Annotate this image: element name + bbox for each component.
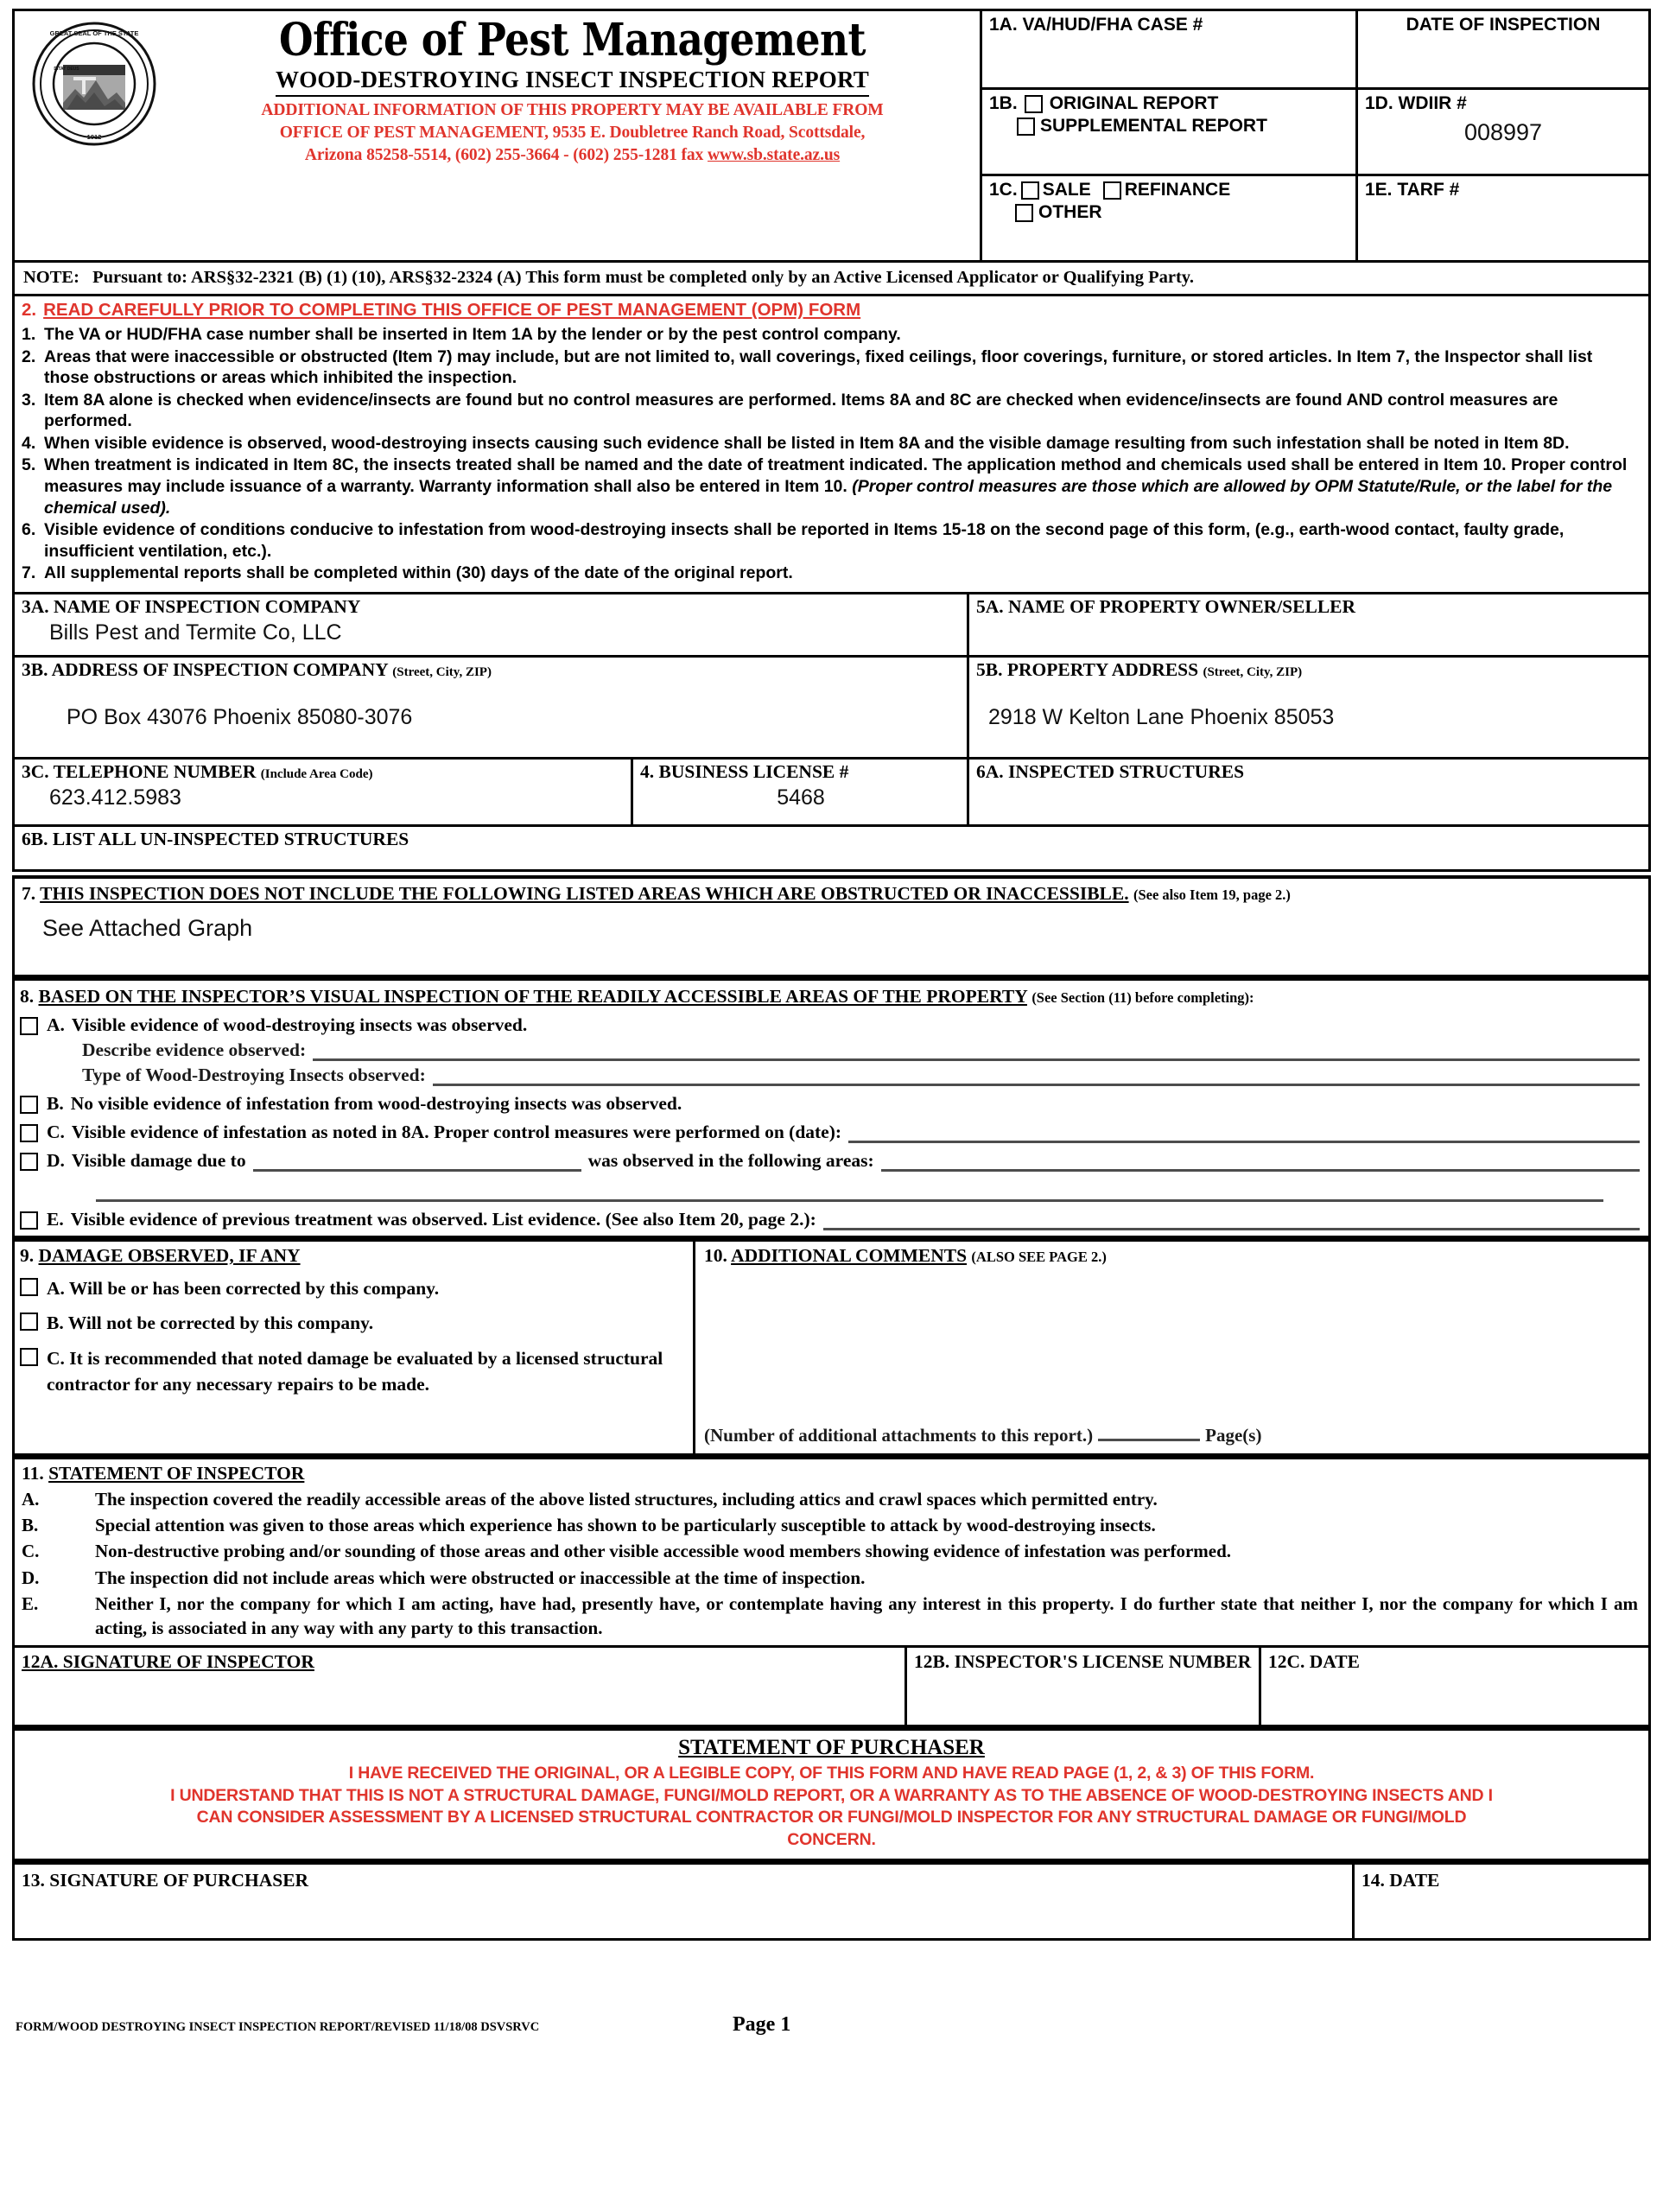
purchaser-signature-value	[22, 1891, 1345, 1894]
section-9-option-a	[20, 1275, 686, 1302]
option-9a-body	[47, 1275, 439, 1302]
property-address-value: 2918 W Kelton Lane Phoenix 85053	[988, 704, 1335, 729]
option-8b-text: No visible evidence of infestation from wood-destroying insects was observed.	[70, 1092, 682, 1114]
option-8a-body	[47, 1014, 1640, 1036]
inspection-company-address-label	[22, 659, 962, 681]
uninspected-structures-field[interactable]	[15, 827, 1648, 869]
refinance-checkbox[interactable]	[1103, 181, 1121, 200]
header-branding	[15, 11, 980, 260]
statement-letter: E.	[22, 1593, 39, 1615]
inspector-license-field[interactable]	[904, 1648, 1259, 1725]
instructions-list	[22, 324, 1638, 584]
section-11	[12, 1456, 1651, 1648]
inspector-signature-label-text: 12A. SIGNATURE OF INSPECTOR	[22, 1650, 314, 1672]
describe-evidence-row	[82, 1039, 1640, 1061]
section-10-title-text: ADDITIONAL COMMENTS	[731, 1244, 968, 1266]
option-9a-letter: A.	[47, 1277, 65, 1299]
instruction-text: All supplemental reports shall be completed within (30) days of the date of the original report.	[44, 563, 793, 583]
case-number-field[interactable]	[982, 11, 1355, 87]
instruction-number: 6.	[22, 520, 36, 540]
inspector-signature-value	[22, 1673, 898, 1675]
statement-item	[22, 1487, 1638, 1511]
purchaser-statement-body	[32, 1763, 1631, 1852]
telephone-label	[22, 761, 625, 783]
business-license-label: 4. BUSINESS LICENSE #	[640, 760, 849, 782]
note-label: NOTE:	[23, 268, 79, 287]
inspection-company-address-label-small: (Street, City, ZIP)	[392, 664, 492, 679]
section-7-value[interactable]: See Attached Graph	[42, 914, 253, 941]
option-8c-date-input[interactable]	[848, 1122, 1640, 1143]
inspected-structures-field[interactable]	[967, 760, 1648, 824]
property-owner-value	[976, 618, 1643, 620]
tarf-field[interactable]	[1355, 176, 1648, 260]
availability-line-3	[168, 144, 976, 167]
header-row-1c	[982, 174, 1648, 260]
header-case-fields	[980, 11, 1648, 260]
arizona-state-seal-icon	[25, 20, 163, 148]
option-8e-body	[47, 1209, 1640, 1230]
svg-text:GREAT SEAL OF THE STATE: GREAT SEAL OF THE STATE	[49, 29, 139, 37]
purchaser-signature-field[interactable]	[15, 1865, 1352, 1938]
svg-text:1912: 1912	[86, 133, 102, 141]
describe-evidence-input[interactable]	[313, 1040, 1640, 1061]
option-8d-areas-input-line2[interactable]	[96, 1180, 1603, 1202]
instruction-text	[44, 454, 1638, 518]
report-type-label: 1B.	[989, 93, 1018, 113]
section-9-option-c	[20, 1345, 686, 1398]
telephone-field[interactable]	[15, 760, 631, 824]
instruction-number: 2.	[22, 346, 36, 366]
instruction-item	[22, 454, 1638, 518]
option-8d-letter: D.	[47, 1149, 65, 1171]
insect-type-row	[82, 1065, 1640, 1086]
purchaser-date-field[interactable]	[1352, 1865, 1648, 1938]
option-9c-letter: C.	[47, 1347, 65, 1369]
refinance-label: REFINANCE	[1124, 180, 1231, 200]
insect-type-label: Type of Wood-Destroying Insects observed:	[82, 1064, 426, 1085]
section-9-number: 9.	[20, 1244, 35, 1266]
property-owner-label: 5A. NAME OF PROPERTY OWNER/SELLER	[976, 595, 1356, 617]
tarf-label: 1E. TARF #	[1365, 180, 1460, 200]
section-8-option-c	[20, 1122, 1640, 1143]
inspector-signature-field[interactable]	[15, 1648, 904, 1725]
inspection-company-address-field[interactable]	[15, 658, 967, 757]
note-text: Pursuant to: ARS§32-2321 (B) (1) (10), ARS§32-2324 (A) This form must be completed only by an Active Licensed Applicator or Qualifying Party.	[92, 268, 1195, 287]
wdiir-label: 1D. WDIIR #	[1365, 93, 1467, 113]
statement-letter: B.	[22, 1515, 39, 1536]
instruction-item	[22, 324, 1638, 346]
option-8c-letter: C.	[47, 1121, 65, 1142]
option-9b-checkbox[interactable]	[20, 1313, 38, 1331]
supplemental-report-checkbox[interactable]	[1017, 118, 1035, 136]
section-9-title	[20, 1245, 686, 1267]
statement-text: The inspection covered the readily accessible areas of the above listed structures, including attics and crawl spaces which permitted entry.	[95, 1488, 1158, 1510]
telephone-value: 623.412.5983	[49, 785, 181, 810]
sections-9-and-10	[12, 1238, 1651, 1456]
option-8e-letter: E.	[47, 1208, 64, 1230]
section-12	[12, 1648, 1651, 1727]
option-9c-text: It is recommended that noted damage be evaluated by a licensed structural contractor for any necessary repairs to be made.	[47, 1347, 663, 1395]
option-8b-checkbox[interactable]	[20, 1096, 38, 1114]
instructions-block	[12, 296, 1651, 594]
other-label: OTHER	[1038, 202, 1102, 222]
inspection-date-label: DATE OF INSPECTION	[1406, 15, 1601, 35]
section-11-title-text: STATEMENT OF INSPECTOR	[48, 1462, 305, 1484]
inspector-signature-label	[22, 1651, 898, 1673]
report-type-field	[982, 90, 1355, 174]
section-8-note: (See Section (11) before completing):	[1031, 988, 1254, 1006]
instruction-text: Areas that were inaccessible or obstructed (Item 7) may include, but are not limited to, wall coverings, fixed ceilings, floor coverings, furniture, or stored articles. In Item 7, the Inspector shall list those obstructions or areas which inhibited the inspection.	[44, 346, 1593, 388]
section-8	[12, 977, 1651, 1238]
form-header	[12, 9, 1651, 263]
telephone-label-main: 3C. TELEPHONE NUMBER	[22, 760, 257, 782]
purchaser-line-2: I UNDERSTAND THAT THIS IS NOT A STRUCTURAL DAMAGE, FUNGI/MOLD REPORT, OR A WARRANTY AS TO THE ABSENCE OF WOOD-DESTROYING INSECTS AND I	[170, 1785, 1493, 1805]
inspector-date-label: 12C. DATE	[1268, 1650, 1360, 1672]
option-8c-text: Visible evidence of infestation as noted in 8A. Proper control measures were performed on (date):	[71, 1121, 842, 1142]
instruction-item	[22, 346, 1638, 389]
supplemental-report-label: SUPPLEMENTAL REPORT	[1040, 116, 1267, 136]
wdiir-value: 008997	[1463, 119, 1543, 145]
inspected-structures-value	[976, 783, 1643, 785]
section-10-number: 10.	[704, 1244, 727, 1266]
option-9b-text: Will not be corrected by this company.	[67, 1313, 374, 1334]
section-10-note: (ALSO SEE PAGE 2.)	[971, 1248, 1107, 1265]
section-9-option-b	[20, 1310, 686, 1337]
statement-item	[22, 1592, 1638, 1641]
option-9b-letter: B.	[47, 1313, 64, 1334]
original-report-label: ORIGINAL REPORT	[1049, 93, 1219, 113]
inspection-company-name-value: Bills Pest and Termite Co, LLC	[49, 620, 342, 645]
transaction-purpose-field	[982, 176, 1355, 260]
option-8e-text: Visible evidence of previous treatment was observed. List evidence. (See also Item 20, page 2.):	[70, 1208, 816, 1230]
row-3a-5a	[15, 594, 1648, 655]
statement-text: The inspection did not include areas which were obstructed or inaccessible at the time of inspection.	[95, 1567, 866, 1588]
inspection-company-address-value: PO Box 43076 Phoenix 85080-3076	[67, 704, 413, 729]
availability-notice	[168, 99, 976, 167]
section-7	[12, 875, 1651, 977]
purchaser-date-value	[1362, 1891, 1641, 1894]
statement-letter: C.	[22, 1541, 40, 1562]
instruction-text: The VA or HUD/FHA case number shall be inserted in Item 1A by the lender or by the pest control company.	[44, 325, 901, 344]
header-row-1b	[982, 87, 1648, 174]
case-number-label: 1A. VA/HUD/FHA CASE #	[989, 15, 1203, 35]
inspected-structures-label: 6A. INSPECTED STRUCTURES	[976, 760, 1245, 782]
attachments-row	[704, 1422, 1640, 1446]
option-9a-text: Will be or has been corrected by this company.	[68, 1277, 440, 1299]
option-8d-checkbox[interactable]	[20, 1153, 38, 1171]
instructions-number: 2.	[22, 300, 37, 320]
purchaser-line-3: CAN CONSIDER ASSESSMENT BY A LICENSED STRUCTURAL CONTRACTOR OR FUNGI/MOLD INSPECTOR FOR ANY STRUCTURAL DAMAGE OR FUNGI/MOLD	[196, 1808, 1467, 1827]
opm-website-link[interactable]: www.sb.state.az.us	[708, 145, 841, 164]
inspector-date-field[interactable]	[1259, 1648, 1648, 1725]
property-address-label-small: (Street, City, ZIP)	[1203, 664, 1303, 679]
row-3b-5b	[15, 655, 1648, 757]
section-7-title-text: THIS INSPECTION DOES NOT INCLUDE THE FOLLOWING LISTED AREAS WHICH ARE OBSTRUCTED OR INACCESSIBLE.	[40, 882, 1129, 904]
section-8-title-text: BASED ON THE INSPECTOR’S VISUAL INSPECTION OF THE READILY ACCESSIBLE AREAS OF THE PROPERTY	[38, 985, 1027, 1007]
option-9b-body	[47, 1310, 373, 1337]
instruction-item	[22, 390, 1638, 432]
instruction-number: 3.	[22, 390, 36, 410]
header-row-1a	[982, 11, 1648, 87]
section-11-number: 11.	[22, 1462, 44, 1484]
section-8-option-e	[20, 1209, 1640, 1230]
instruction-number: 1.	[22, 325, 36, 344]
attachments-count-input[interactable]	[1098, 1422, 1200, 1441]
option-8e-evidence-input[interactable]	[823, 1210, 1640, 1230]
original-report-checkbox[interactable]	[1025, 95, 1043, 113]
option-9c-checkbox[interactable]	[20, 1348, 38, 1366]
statement-text: Neither I, nor the company for which I am acting, have had, presently have, or contemplate having any interest in this property. I do further state that neither I, nor the company for which I am acting, is associated in any way with any party to this transaction.	[95, 1593, 1638, 1639]
row-6b	[15, 824, 1648, 869]
statement-item	[22, 1566, 1638, 1590]
statement-item	[22, 1513, 1638, 1537]
option-8b-body	[47, 1093, 1640, 1115]
purchaser-signature-label: 13. SIGNATURE OF PURCHASER	[22, 1869, 309, 1891]
transaction-purpose-label: 1C.	[989, 180, 1018, 200]
sale-checkbox[interactable]	[1021, 181, 1039, 200]
instruction-text-italic: (Proper control measures are those which are allowed by OPM Statute/Rule, or the label for the chemical used).	[44, 476, 1613, 518]
section-8-option-b	[20, 1093, 1640, 1115]
option-8c-checkbox[interactable]	[20, 1124, 38, 1142]
option-8a-checkbox[interactable]	[20, 1017, 38, 1035]
property-owner-field[interactable]	[967, 594, 1648, 655]
page-number: Page 1	[733, 2012, 791, 2036]
business-license-field[interactable]	[631, 760, 967, 824]
instruction-text: Item 8A alone is checked when evidence/insects are found but no control measures are performed. Items 8A and 8C are checked when evidence/insects are found AND control measures are performed.	[44, 390, 1558, 431]
uninspected-structures-label: 6B. LIST ALL UN-INSPECTED STRUCTURES	[22, 828, 409, 849]
option-8b-letter: B.	[47, 1092, 64, 1114]
section-8-option-d	[20, 1150, 1640, 1172]
section-9	[15, 1242, 693, 1453]
inspection-date-field[interactable]	[1355, 11, 1648, 87]
insect-type-input[interactable]	[433, 1065, 1640, 1086]
option-8d-text-2: was observed in the following areas:	[587, 1149, 874, 1171]
availability-line-2: OFFICE OF PEST MANAGEMENT, 9535 E. Doubletree Ranch Road, Scottsdale,	[279, 123, 866, 142]
attachments-label: (Number of additional attachments to this report.)	[704, 1424, 1094, 1446]
instruction-item	[22, 519, 1638, 562]
page-footer	[12, 2013, 1651, 2037]
other-checkbox[interactable]	[1015, 204, 1033, 222]
uninspected-structures-value	[22, 850, 1643, 853]
inspection-company-name-label: 3A. NAME OF INSPECTION COMPANY	[22, 595, 361, 617]
describe-evidence-label: Describe evidence observed:	[82, 1039, 307, 1060]
instruction-text-main: When treatment is indicated in Item 8C, the insects treated shall be named and the date of treatment indicated. The application method and chemicals used shall be entered in Item 10. Proper control measures may include issuance of a warranty. Warranty information shall also be entered in Item 10.	[44, 455, 1628, 496]
option-8d-areas-input[interactable]	[881, 1151, 1640, 1172]
section-10-title	[704, 1245, 1640, 1267]
inspector-date-value	[1268, 1673, 1641, 1675]
purchaser-date-label: 14. DATE	[1362, 1869, 1440, 1891]
instruction-item	[22, 433, 1638, 454]
statement-text: Special attention was given to those areas which experience has shown to be particularly susceptible to attack by wood-destroying insects.	[95, 1515, 1156, 1536]
option-8d-cause-input[interactable]	[253, 1151, 581, 1172]
section-8-title	[20, 986, 1640, 1007]
inspection-company-name-field[interactable]	[15, 594, 967, 655]
option-9a-checkbox[interactable]	[20, 1278, 38, 1296]
company-property-grid	[12, 594, 1651, 872]
section-8-option-a	[20, 1014, 1640, 1036]
section-8-number: 8.	[20, 985, 35, 1007]
section-7-title	[22, 883, 1641, 905]
wdiir-field[interactable]	[1355, 90, 1648, 174]
instruction-number: 4.	[22, 433, 36, 453]
purchaser-line-1: I HAVE RECEIVED THE ORIGINAL, OR A LEGIBLE COPY, OF THIS FORM AND HAVE READ PAGE (1, 2, & 3) OF THIS FORM.	[348, 1763, 1315, 1783]
availability-line-3-text: Arizona 85258-5514, (602) 255-3664 - (602) 255-1281 fax	[304, 145, 704, 164]
statement-text: Non-destructive probing and/or sounding of those areas and other visible accessible wood members showing evidence of infestation was performed.	[95, 1541, 1232, 1562]
section-11-title	[22, 1463, 1638, 1484]
availability-line-1: ADDITIONAL INFORMATION OF THIS PROPERTY MAY BE AVAILABLE FROM	[261, 101, 884, 119]
instructions-heading-text: READ CAREFULLY PRIOR TO COMPLETING THIS OFFICE OF PEST MANAGEMENT (OPM) FORM	[43, 300, 861, 320]
section-7-number: 7.	[22, 882, 36, 904]
purchaser-statement-title: STATEMENT OF PURCHASER	[678, 1735, 985, 1759]
option-8e-checkbox[interactable]	[20, 1211, 38, 1230]
section-9-title-text: DAMAGE OBSERVED, IF ANY	[38, 1244, 301, 1266]
statement-letter: A.	[22, 1488, 40, 1510]
instruction-text: Visible evidence of conditions conducive to infestation from wood-destroying insects shall be reported in Items 15-18 on the second page of this form, (e.g., earth-wood contact, faulty grade, insufficient ventilation, etc.).	[44, 520, 1565, 561]
row-3c-4-6a	[15, 757, 1648, 824]
report-title: WOOD-DESTROYING INSECT INSPECTION REPORT	[276, 67, 869, 97]
instruction-number: 5.	[22, 455, 36, 475]
purchaser-line-4: CONCERN.	[787, 1830, 876, 1850]
business-license-value: 5468	[777, 785, 825, 810]
instruction-number: 7.	[22, 563, 36, 583]
option-8d-body	[47, 1150, 1640, 1172]
section-10	[693, 1242, 1648, 1453]
attachments-pages-label: Page(s)	[1205, 1424, 1262, 1446]
instruction-text: When visible evidence is observed, wood-destroying insects causing such evidence shall be listed in Item 8A and the visible damage resulting from such infestation shall be noted in Item 8D.	[44, 433, 1570, 453]
instructions-heading	[22, 300, 1638, 321]
section-10-comments-area[interactable]	[704, 1267, 1640, 1422]
section-7-note: (See also Item 19, page 2.)	[1133, 886, 1291, 903]
property-address-label	[976, 659, 1643, 681]
option-8c-body	[47, 1122, 1640, 1143]
statutory-note	[12, 263, 1651, 296]
inspector-license-label: 12B. INSPECTOR'S LICENSE NUMBER	[914, 1650, 1252, 1672]
statement-of-purchaser	[12, 1727, 1651, 1861]
section-13	[12, 1861, 1651, 1941]
property-address-field[interactable]	[967, 658, 1648, 757]
statement-letter: D.	[22, 1567, 40, 1588]
option-9c-body	[47, 1345, 686, 1398]
office-title: Office of Pest Management	[279, 14, 866, 67]
option-8a-letter: A.	[47, 1014, 65, 1035]
option-8d-text-1: Visible damage due to	[71, 1149, 246, 1171]
sale-label: SALE	[1042, 180, 1091, 200]
svg-text:DITAT DEUS: DITAT DEUS	[54, 67, 79, 72]
option-8a-text: Visible evidence of wood-destroying insects was observed.	[71, 1014, 528, 1035]
form-revision-id: FORM/WOOD DESTROYING INSECT INSPECTION REPORT/REVISED 11/18/08 DSVSRVC	[16, 2019, 540, 2034]
section-10-comments-value	[704, 1267, 1640, 1269]
telephone-label-small: (Include Area Code)	[260, 766, 373, 781]
inspector-license-value	[914, 1673, 1252, 1675]
instruction-item	[22, 563, 1638, 584]
property-address-label-main: 5B. PROPERTY ADDRESS	[976, 658, 1199, 680]
statement-item	[22, 1539, 1638, 1563]
inspection-company-address-label-main: 3B. ADDRESS OF INSPECTION COMPANY	[22, 658, 388, 680]
